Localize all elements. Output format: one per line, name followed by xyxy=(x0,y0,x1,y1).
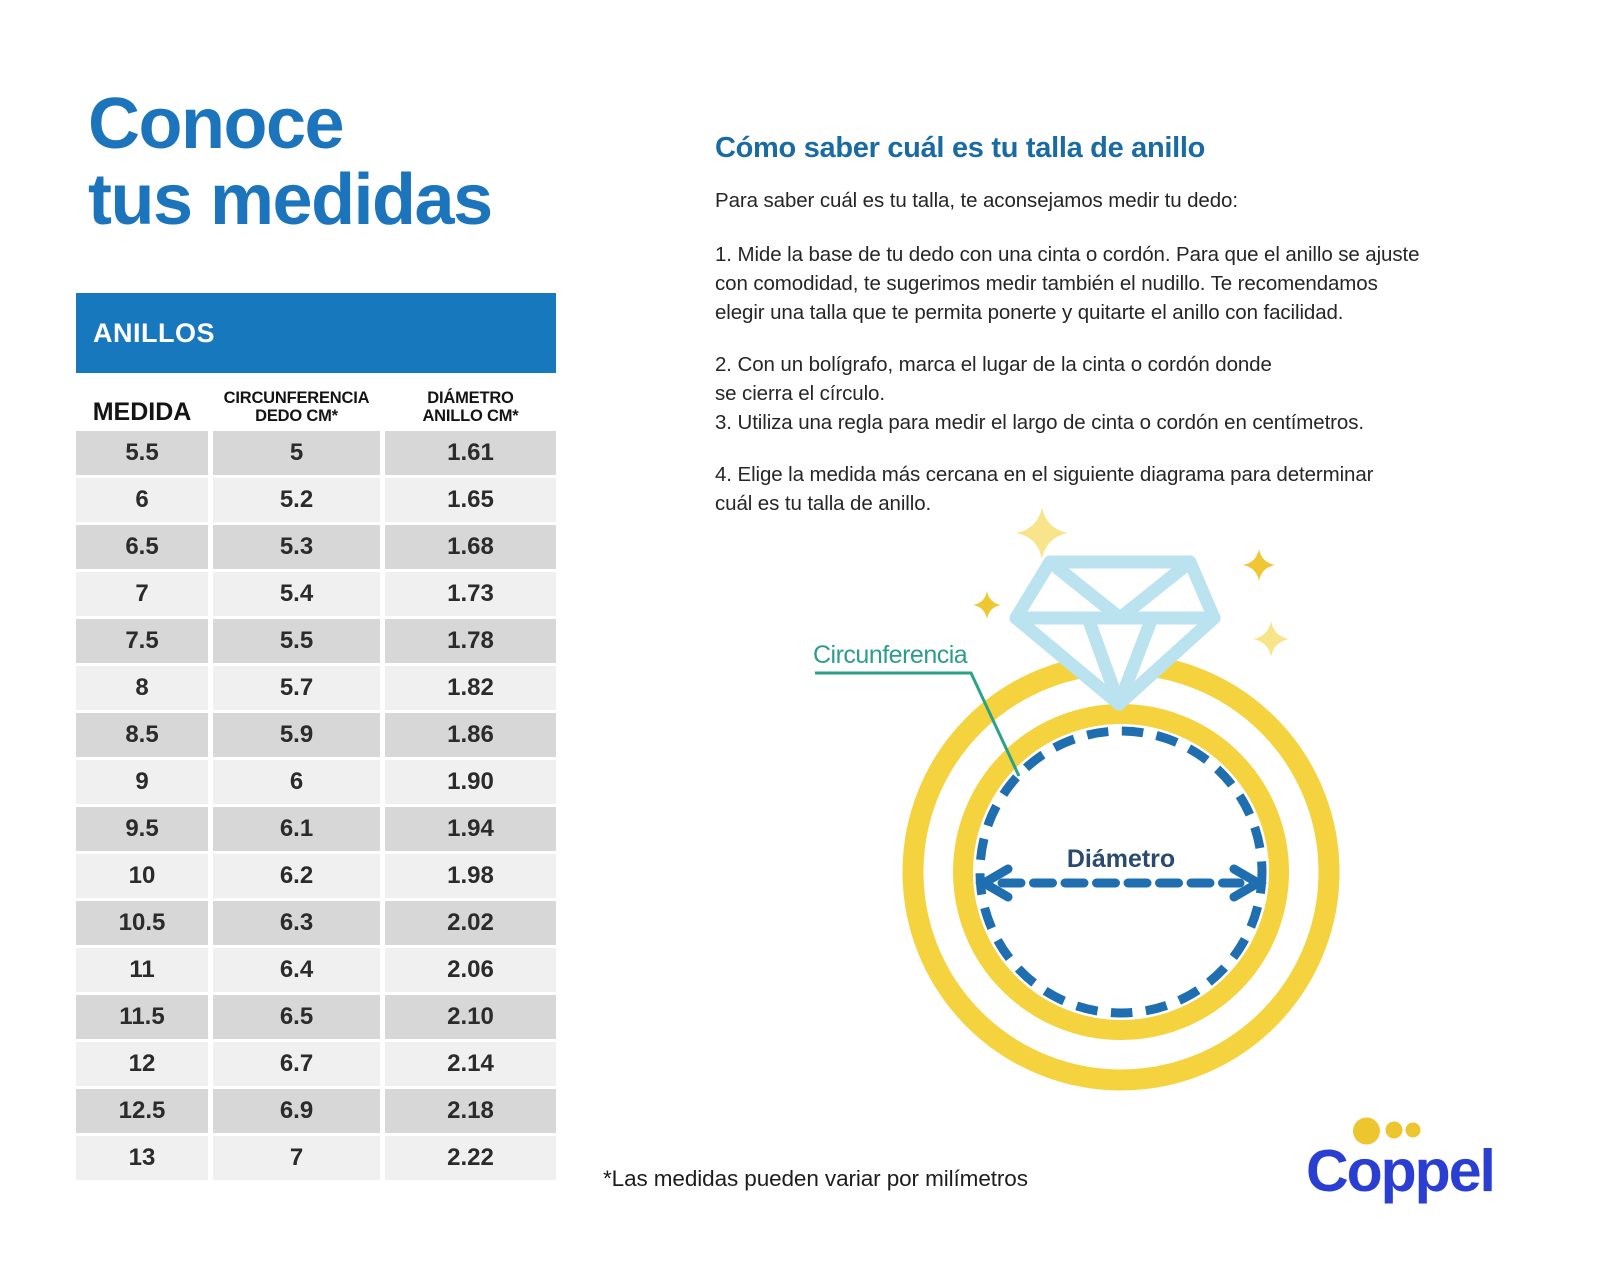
table-title-bar xyxy=(76,293,556,373)
size-table-body xyxy=(76,431,556,1180)
table-cell: 8.5 xyxy=(76,713,208,757)
sparkle-icon xyxy=(1253,621,1289,657)
table-cell: 11 xyxy=(76,948,208,992)
table-cell: 6.3 xyxy=(213,901,380,945)
table-cell: 9 xyxy=(76,760,208,804)
step1-line: elegir una talla que te permita ponerte y quitarte el anillo con facilidad. xyxy=(715,301,1344,324)
table-cell: 1.73 xyxy=(385,572,556,616)
table-cell: 8 xyxy=(76,666,208,710)
page-title-line1: Conoce xyxy=(88,84,344,164)
coppel-logo xyxy=(1300,1090,1515,1215)
column-header-diametro: DIÁMETRO ANILLO CM* xyxy=(422,389,519,425)
measurement-disclaimer: *Las medidas pueden variar por milímetros xyxy=(603,1166,1028,1191)
logo-text: Coppel xyxy=(1306,1138,1494,1204)
table-cell: 1.61 xyxy=(385,431,556,475)
table-cell: 7.5 xyxy=(76,619,208,663)
table-cell: 2.02 xyxy=(385,901,556,945)
step2-line: se cierra el círculo. xyxy=(715,382,885,405)
table-cell: 10.5 xyxy=(76,901,208,945)
table-cell: 1.82 xyxy=(385,666,556,710)
column-header-circunferencia: CIRCUNFERENCIA DEDO CM* xyxy=(223,389,370,425)
table-cell: 5.7 xyxy=(213,666,380,710)
step4-line: 4. Elige la medida más cercana en el siguiente diagrama para determinar xyxy=(715,463,1374,486)
table-cell: 6.5 xyxy=(76,525,208,569)
table-cell: 6 xyxy=(213,760,380,804)
table-cell: 5.9 xyxy=(213,713,380,757)
step1-line: con comodidad, te sugerimos medir también el nudillo. Te recomendamos xyxy=(715,272,1378,295)
diameter-label: Diámetro xyxy=(1066,845,1176,873)
table-cell: 11.5 xyxy=(76,995,208,1039)
page-title-line2: tus medidas xyxy=(88,160,492,240)
table-cell: 6.2 xyxy=(213,854,380,898)
table-cell: 6.4 xyxy=(213,948,380,992)
table-cell: 12.5 xyxy=(76,1089,208,1133)
page-title xyxy=(88,86,492,238)
table-cell: 6 xyxy=(76,478,208,522)
table-cell: 6.9 xyxy=(213,1089,380,1133)
table-cell: 1.68 xyxy=(385,525,556,569)
table-cell: 6.1 xyxy=(213,807,380,851)
table-cell: 7 xyxy=(213,1136,380,1180)
sparkle-icon xyxy=(973,591,1001,619)
table-title: ANILLOS xyxy=(93,317,215,348)
instructions-heading: Cómo saber cuál es tu talla de anillo xyxy=(715,132,1206,164)
table-cell: 9.5 xyxy=(76,807,208,851)
table-cell: 2.14 xyxy=(385,1042,556,1086)
table-cell: 1.65 xyxy=(385,478,556,522)
diameter-arrow xyxy=(984,869,1258,897)
ring-diagram-illustration xyxy=(770,490,1370,1115)
step3-line: 3. Utiliza una regla para medir el largo de cinta o cordón en centímetros. xyxy=(715,411,1364,434)
step2-line: 2. Con un bolígrafo, marca el lugar de la cinta o cordón donde xyxy=(715,353,1272,376)
table-cell: 6.5 xyxy=(213,995,380,1039)
instructions-intro: Para saber cuál es tu talla, te aconsejamos medir tu dedo: xyxy=(715,189,1238,212)
table-cell: 10 xyxy=(76,854,208,898)
table-cell: 5.4 xyxy=(213,572,380,616)
table-cell: 5.3 xyxy=(213,525,380,569)
table-cell: 1.78 xyxy=(385,619,556,663)
column-header-medida: MEDIDA xyxy=(92,398,192,426)
table-cell: 2.18 xyxy=(385,1089,556,1133)
table-cell: 13 xyxy=(76,1136,208,1180)
table-cell: 1.94 xyxy=(385,807,556,851)
table-cell: 7 xyxy=(76,572,208,616)
table-cell: 1.98 xyxy=(385,854,556,898)
table-cell: 5.2 xyxy=(213,478,380,522)
table-cell: 6.7 xyxy=(213,1042,380,1086)
sparkle-icon xyxy=(1016,507,1068,559)
table-cell: 2.22 xyxy=(385,1136,556,1180)
table-cell: 1.90 xyxy=(385,760,556,804)
table-cell: 1.86 xyxy=(385,713,556,757)
table-cell: 5 xyxy=(213,431,380,475)
table-cell: 2.06 xyxy=(385,948,556,992)
step4-line: cuál es tu talla de anillo. xyxy=(715,492,932,515)
instruction-steps-2-3 xyxy=(715,350,1364,437)
table-cell: 2.10 xyxy=(385,995,556,1039)
table-cell: 5.5 xyxy=(76,431,208,475)
circumference-label: Circunferencia xyxy=(813,641,968,669)
table-cell: 5.5 xyxy=(213,619,380,663)
ring-size-table xyxy=(76,293,556,1180)
step1-line: 1. Mide la base de tu dedo con una cinta o cordón. Para que el anillo se ajuste xyxy=(715,243,1420,266)
table-column-headers xyxy=(76,379,556,425)
instruction-step-1 xyxy=(715,240,1419,327)
sparkle-icon xyxy=(1243,549,1275,581)
table-cell: 12 xyxy=(76,1042,208,1086)
